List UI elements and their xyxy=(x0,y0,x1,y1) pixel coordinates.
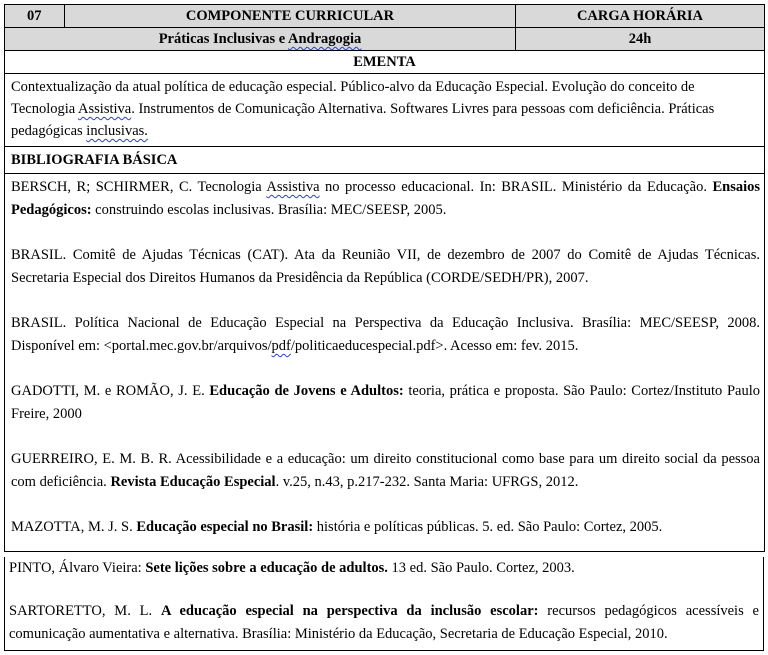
bibliography-row xyxy=(5,174,765,552)
bibliography-continuation xyxy=(4,557,764,651)
component-label: COMPONENTE CURRICULAR xyxy=(65,5,516,28)
ementa-text-row xyxy=(5,74,765,147)
spellcheck-word: Andragogia xyxy=(287,31,362,47)
bibliography-title: BIBLIOGRAFIA BÁSICA xyxy=(5,147,765,174)
reference-item: GADOTTI, M. e ROMÃO, J. E. Educação de Jovens e Adultos: teoria, prática e proposta. São Paulo: Cortez/Instituto Paulo Freire, 2000 xyxy=(11,383,760,422)
reference-item: BRASIL. Política Nacional de Educação Especial na Perspectiva da Educação Inclusiva. Brasília: MEC/SEESP, 2008. Disponível em: <portal.mec.gov.br/arquivos/pdf/politicaeducespecial.pdf>. Acesso em: fev. 2015. xyxy=(11,315,760,354)
ementa-title-row xyxy=(5,51,765,74)
spellcheck-word: pdf xyxy=(271,338,291,354)
course-row xyxy=(5,28,765,51)
reference-item: GUERREIRO, E. M. B. R. Acessibilidade e a educação: um direito constitucional como base para um direito social da pessoa com deficiência. Revista Educação Especial. v.25, n.43, p.217-232. Santa Maria: UFRGS, 2012. xyxy=(11,451,760,490)
component-number: 07 xyxy=(5,5,65,28)
course-hours: 24h xyxy=(516,28,765,51)
spellcheck-word: inclusivas. xyxy=(86,123,148,139)
ementa-text: Contextualização da atual política de educação especial. Público-alvo da Educação Especial. Evolução do conceito de Tecnologia Assistiva. Instrumentos de Comunicação Alternativa. Softwares Livres para pessoas com deficiência. Práticas pedagógicas inclusivas. xyxy=(5,74,765,147)
course-name: Práticas Inclusivas e Andragogia xyxy=(5,28,516,51)
spellcheck-word: Assistiva xyxy=(78,101,132,117)
reference-item: BRASIL. Comitê de Ajudas Técnicas (CAT). Ata da Reunião VII, de dezembro de 2007 do Comitê de Ajudas Técnicas. Secretaria Especial dos Direitos Humanos da Presidência da República (CORDE/SEDH/PR), 2007. xyxy=(11,247,760,286)
reference-item: MAZOTTA, M. J. S. Educação especial no Brasil: história e políticas públicas. 5. ed. São Paulo: Cortez, 2005. xyxy=(11,519,663,535)
reference-item: SARTORETTO, M. L. A educação especial na perspectiva da inclusão escolar: recursos pedagógicos acessíveis e comunicação aumentativa e alternativa. Brasília: Ministério da Educação, Secretaria de Educação Especial, 2010. xyxy=(9,603,759,642)
workload-label: CARGA HORÁRIA xyxy=(516,5,765,28)
ementa-title: EMENTA xyxy=(5,51,765,74)
curriculum-document xyxy=(4,4,764,552)
bibliography-title-row xyxy=(5,147,765,174)
reference-item: PINTO, Álvaro Vieira: Sete lições sobre a educação de adultos. 13 ed. São Paulo. Cortez, 2003. xyxy=(9,560,575,576)
reference-item: BERSCH, R; SCHIRMER, C. Tecnologia Assistiva no processo educacional. In: BRASIL. Ministério da Educação. Ensaios Pedagógicos: construindo escolas inclusivas. Brasília: MEC/SEESP, 2005. xyxy=(11,179,761,218)
bibliography-list xyxy=(5,174,765,552)
header-row xyxy=(5,5,765,28)
curriculum-table xyxy=(4,4,765,552)
spellcheck-word: Assistiva xyxy=(266,179,320,195)
